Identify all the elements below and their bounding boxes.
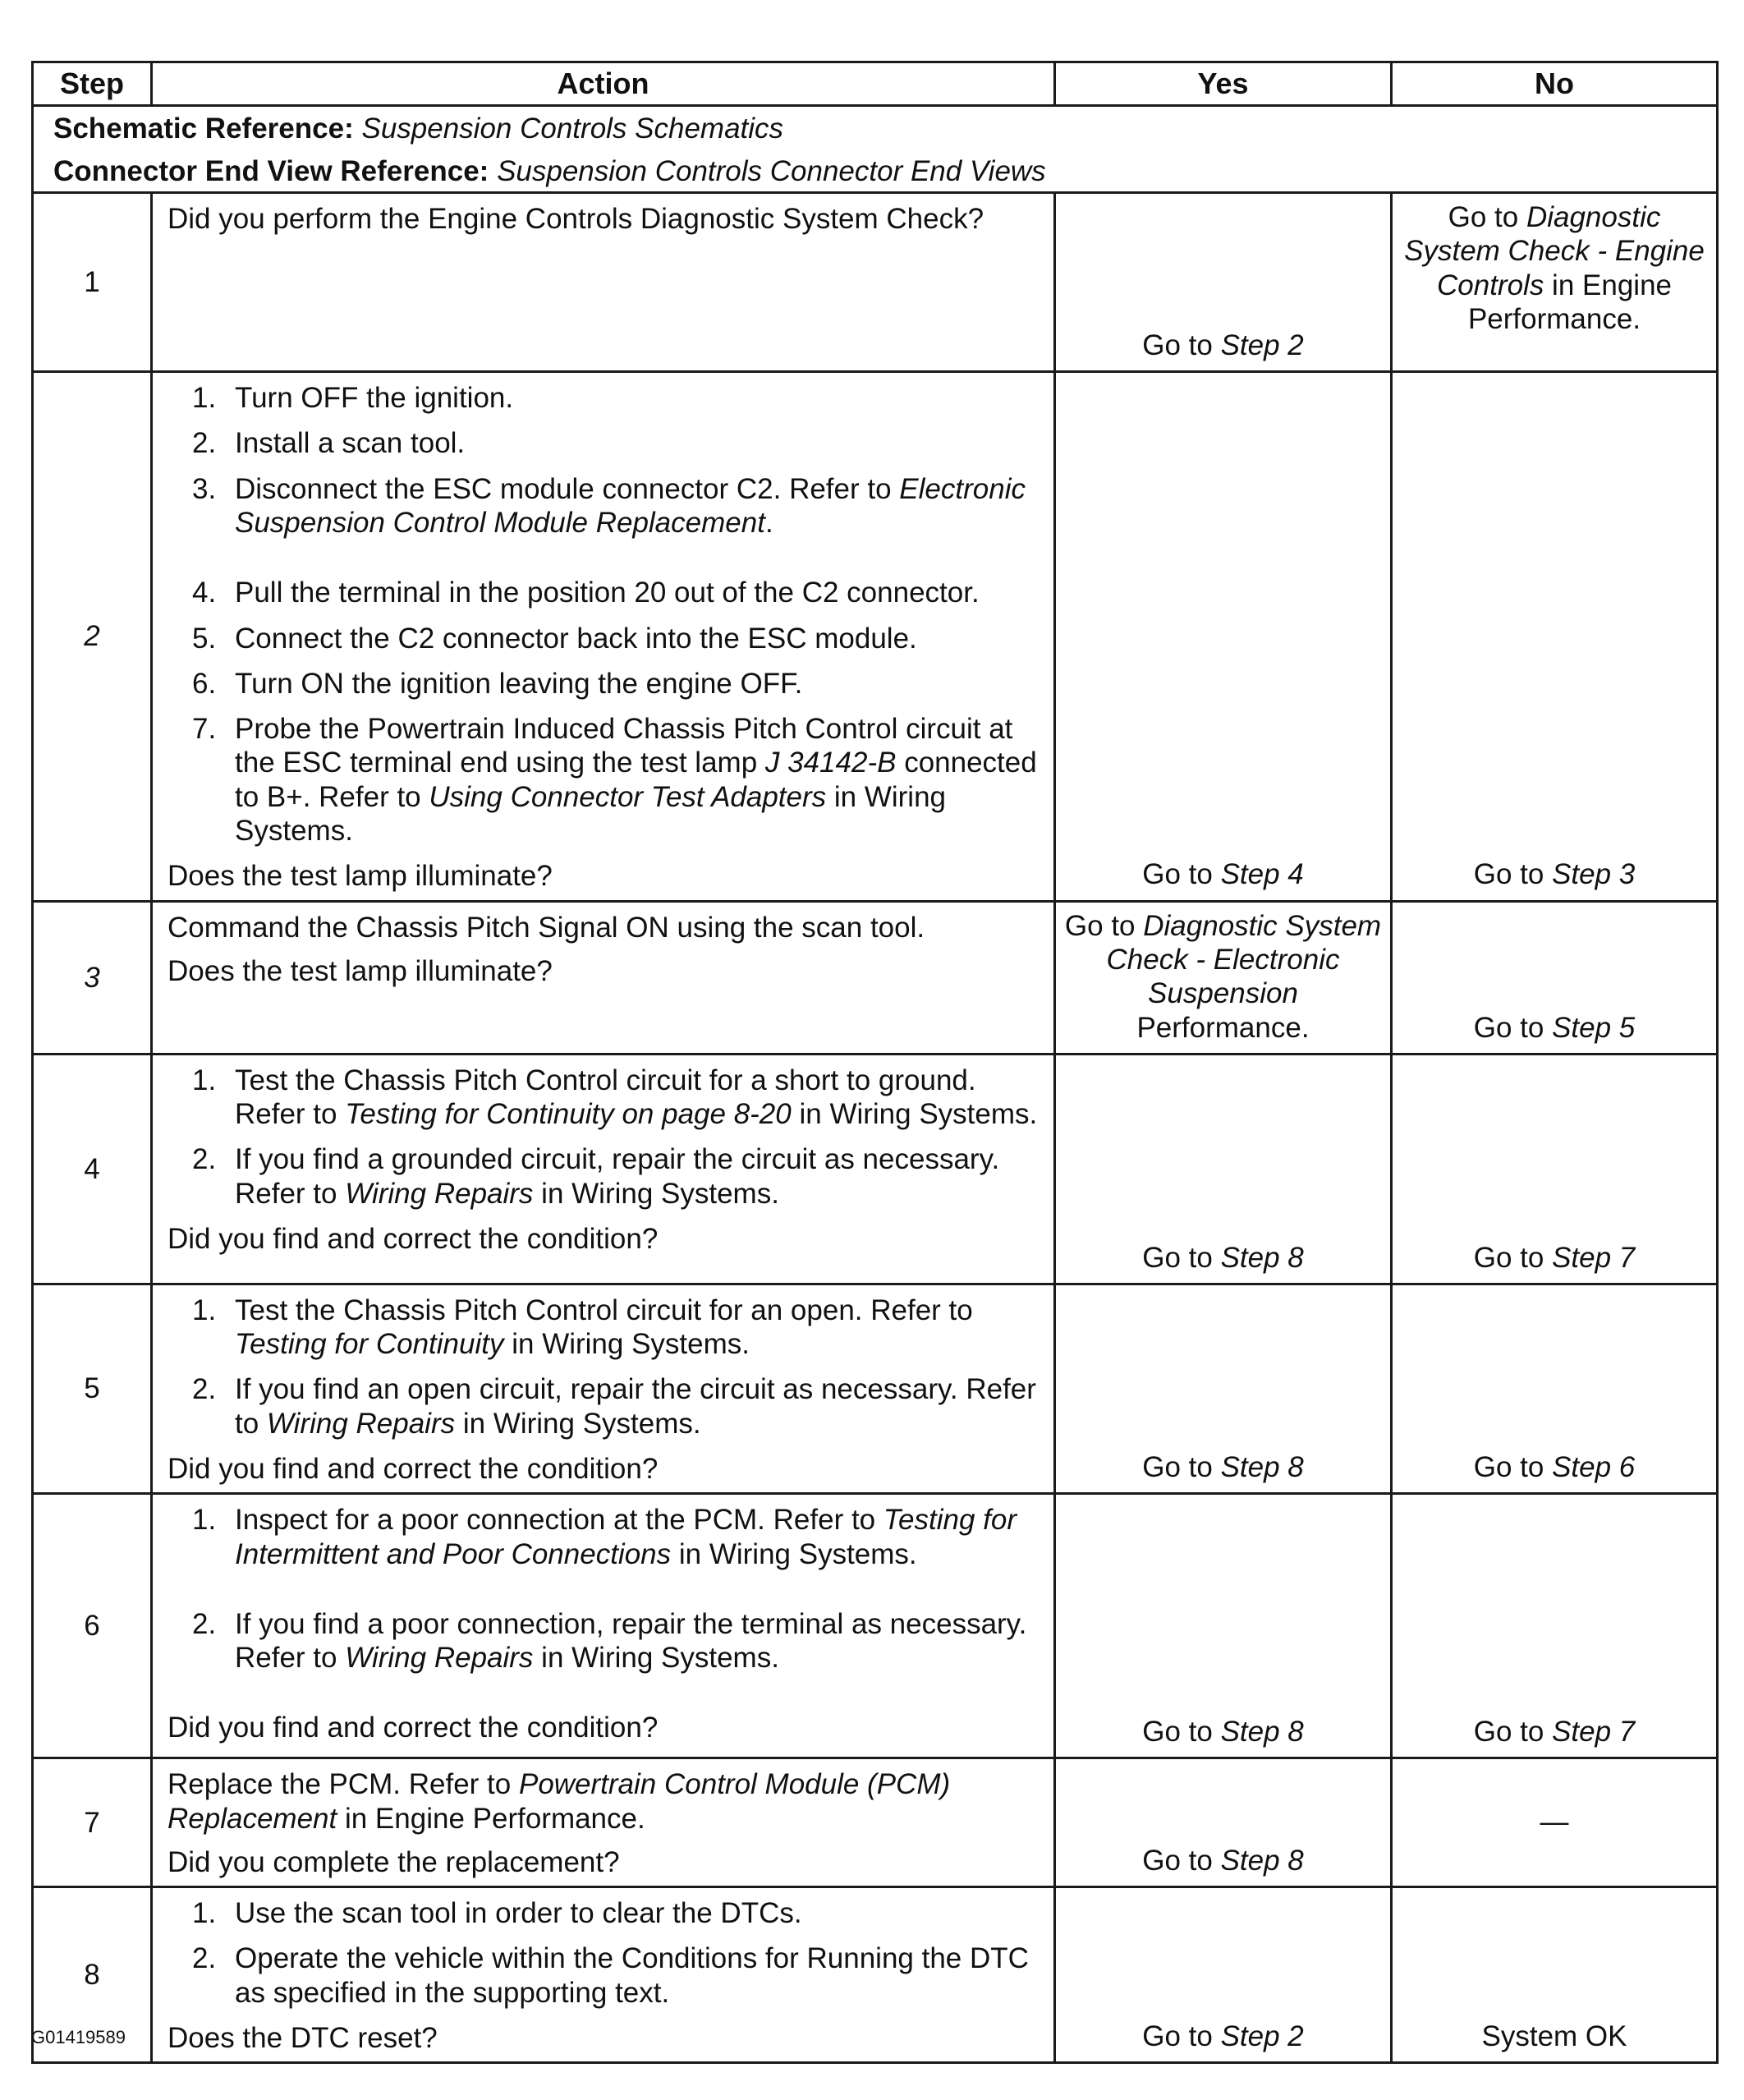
item-text-pre: If you find an open circuit, repair the circuit as necessary. Refer to	[235, 1373, 1036, 1440]
table-row	[33, 1494, 1718, 1758]
item-text	[235, 1064, 1042, 1132]
step-number: 8	[33, 1887, 152, 2063]
list-item	[168, 1607, 1042, 1675]
yes-cell	[1055, 1758, 1392, 1887]
yes-cell	[1055, 1284, 1392, 1493]
item-text-pre: Test the Chassis Pitch Control circuit for an open. Refer to	[235, 1294, 973, 1326]
table-row	[33, 1758, 1718, 1887]
reference-link[interactable]: Wiring Repairs	[345, 1642, 534, 1675]
item-text-pre: Disconnect the ESC module connector C2. Refer to	[235, 472, 900, 505]
yes-link[interactable]: Diagnostic System Check - Electronic Suspension	[1106, 909, 1382, 1010]
item-text: Turn ON the ignition leaving the engine OFF.	[235, 667, 803, 700]
connector-reference	[33, 149, 1718, 193]
list-item	[168, 1064, 1042, 1132]
step-number: 2	[33, 372, 152, 902]
no-link[interactable]: Step 7	[1552, 1241, 1636, 1274]
yes-link[interactable]: Step 8	[1220, 1241, 1304, 1274]
item-number: 2.	[192, 427, 217, 460]
item-text-mid: connected to B+. Refer to	[235, 747, 1037, 813]
no-cell	[1392, 1494, 1718, 1758]
item-text-post: in Wiring Systems.	[533, 1177, 779, 1210]
item-text: Connect the C2 connector back into the ESC module.	[235, 622, 917, 655]
question: Did you find and correct the condition?	[168, 1223, 659, 1255]
action-cell	[152, 1494, 1055, 1758]
item-number: 5.	[192, 622, 217, 655]
yes-link[interactable]: Step 8	[1220, 1451, 1304, 1483]
list-item	[168, 1941, 1042, 2010]
list-item	[168, 576, 1042, 609]
step-number: 5	[33, 1284, 152, 1493]
yes-link[interactable]: Step 4	[1220, 858, 1304, 891]
action-text-post: in Engine Performance.	[337, 1802, 645, 1835]
step-number: 6	[33, 1494, 152, 1758]
diagnostic-table	[31, 61, 1719, 2064]
yes-prefix: Go to	[1142, 329, 1221, 361]
item-text	[235, 472, 1042, 540]
item-text	[235, 1607, 1042, 1675]
question: Did you find and correct the condition?	[168, 1712, 659, 1744]
no-prefix: Go to	[1473, 858, 1553, 891]
reference-link[interactable]: Testing for Continuity on page 8-20	[345, 1098, 792, 1131]
action-cell	[152, 1284, 1055, 1493]
yes-prefix: Go to	[1142, 1844, 1221, 1877]
table-row	[33, 372, 1718, 902]
item-number: 1.	[192, 1294, 217, 1326]
item-number: 2.	[192, 1143, 217, 1176]
action-list	[168, 1503, 1042, 1675]
table-row	[33, 901, 1718, 1054]
reference-link[interactable]: Testing for Continuity	[235, 1328, 504, 1361]
no-link[interactable]: Step 3	[1552, 858, 1636, 891]
item-text-post: in Wiring Systems.	[455, 1407, 701, 1440]
list-item	[168, 381, 1042, 415]
list-item	[168, 667, 1042, 701]
item-text: Pull the terminal in the position 20 out of the C2 connector.	[235, 577, 980, 609]
table-row	[33, 1887, 1718, 2063]
action-cell	[152, 372, 1055, 902]
item-text: Operate the vehicle within the Conditions for Running the DTC as specified in the supporting text.	[235, 1942, 1029, 2009]
schematic-reference-link[interactable]: Suspension Controls Schematics	[361, 113, 784, 145]
question: Does the test lamp illuminate?	[168, 954, 553, 987]
yes-prefix: Go to	[1142, 1716, 1221, 1748]
item-number: 6.	[192, 667, 217, 700]
question: Did you find and correct the condition?	[168, 1453, 659, 1485]
action-cell	[152, 193, 1055, 372]
question: Did you perform the Engine Controls Diagnostic System Check?	[168, 203, 984, 236]
item-text-pre: Probe the Powertrain Induced Chassis Pitch Control circuit at the ESC terminal end using the test lamp	[235, 713, 1013, 779]
yes-prefix: Go to	[1142, 1451, 1221, 1483]
reference-link[interactable]: Electronic Suspension Control Module Replacement	[235, 472, 1026, 539]
list-item	[168, 712, 1042, 848]
no-cell	[1392, 193, 1718, 372]
item-number: 7.	[192, 713, 217, 746]
yes-link[interactable]: Step 2	[1220, 329, 1304, 361]
action-cell	[152, 1887, 1055, 2063]
item-number: 1.	[192, 1504, 217, 1537]
reference-link[interactable]: Using Connector Test Adapters	[429, 780, 827, 813]
header-step: Step	[33, 62, 152, 106]
reference-link[interactable]: Wiring Repairs	[345, 1177, 534, 1210]
figure-id: G01419589	[31, 2027, 126, 2047]
item-text-pre: If you find a poor connection, repair the terminal as necessary. Refer to	[235, 1607, 1027, 1675]
step-number: 7	[33, 1758, 152, 1887]
item-text: Turn OFF the ignition.	[235, 382, 514, 415]
action-list	[168, 1064, 1042, 1211]
schematic-reference-row	[33, 106, 1718, 149]
yes-cell	[1055, 1494, 1392, 1758]
list-item	[168, 1372, 1042, 1441]
action-cell	[152, 1054, 1055, 1284]
item-text	[235, 712, 1042, 848]
question: Does the test lamp illuminate?	[168, 860, 553, 893]
item-number: 2.	[192, 1942, 217, 1975]
connector-reference-label: Connector End View Reference:	[53, 154, 489, 187]
item-text: Install a scan tool.	[235, 427, 466, 460]
action-cell	[152, 1758, 1055, 1887]
yes-cell	[1055, 1054, 1392, 1284]
no-link[interactable]: Step 6	[1552, 1451, 1636, 1483]
action-text: Command the Chassis Pitch Signal ON using the scan tool.	[168, 911, 925, 944]
item-text-post: .	[764, 506, 773, 539]
table-row	[33, 1284, 1718, 1493]
action-list	[168, 1896, 1042, 2010]
reference-link[interactable]: Wiring Repairs	[266, 1407, 456, 1440]
item-text-post: in Wiring Systems.	[503, 1328, 750, 1361]
table-row	[33, 193, 1718, 372]
no-cell	[1392, 1054, 1718, 1284]
step-number: 4	[33, 1054, 152, 1284]
item-text: Use the scan tool in order to clear the DTCs.	[235, 1897, 802, 1930]
no-prefix: Go to	[1448, 201, 1526, 234]
item-number: 4.	[192, 577, 217, 609]
item-text	[235, 1142, 1042, 1211]
item-text	[235, 1294, 1042, 1362]
item-text-pre: Inspect for a poor connection at the PCM. Refer to	[235, 1504, 883, 1537]
list-item	[168, 1142, 1042, 1211]
reference-link[interactable]: Powertrain Control Module (PCM) Replacement	[168, 1768, 951, 1835]
schematic-reference	[33, 106, 1718, 149]
no-cell	[1392, 1284, 1718, 1493]
item-text	[235, 1372, 1042, 1441]
table-row	[33, 1054, 1718, 1284]
header-no: No	[1392, 62, 1718, 106]
header-row	[33, 62, 1718, 106]
no-link[interactable]: Step 7	[1552, 1716, 1636, 1748]
connector-reference-link[interactable]: Suspension Controls Connector End Views	[497, 154, 1046, 187]
header-yes: Yes	[1055, 62, 1392, 106]
yes-cell	[1055, 901, 1392, 1054]
item-text	[235, 1503, 1042, 1571]
no-cell	[1392, 901, 1718, 1054]
list-item	[168, 1294, 1042, 1362]
action-list	[168, 381, 1042, 848]
yes-prefix: Go to	[1142, 2020, 1221, 2053]
question: Did you complete the replacement?	[168, 1845, 620, 1878]
item-number: 1.	[192, 1897, 217, 1930]
action-list	[168, 1294, 1042, 1441]
item-number: 1.	[192, 1064, 217, 1096]
no-prefix: Go to	[1473, 1716, 1553, 1748]
list-item	[168, 426, 1042, 460]
yes-prefix: Go to	[1142, 858, 1221, 891]
no-cell: System OK	[1392, 1887, 1718, 2063]
yes-link[interactable]: Step 8	[1220, 1844, 1304, 1877]
action-text-pre: Replace the PCM. Refer to	[168, 1768, 519, 1801]
list-item	[168, 472, 1042, 540]
yes-prefix: Go to	[1142, 1241, 1221, 1274]
no-prefix: Go to	[1473, 1241, 1553, 1274]
step-number: 1	[33, 193, 152, 372]
no-suffix: in Engine Performance.	[1467, 269, 1672, 335]
item-text-post: in Wiring Systems.	[533, 1642, 779, 1675]
yes-link[interactable]: Step 2	[1220, 2020, 1304, 2053]
list-item	[168, 1896, 1042, 1930]
action-cell	[152, 901, 1055, 1054]
schematic-reference-label: Schematic Reference:	[53, 113, 354, 145]
header-action: Action	[152, 62, 1055, 106]
no-prefix: Go to	[1473, 1451, 1553, 1483]
item-text-pre: If you find a grounded circuit, repair the circuit as necessary. Refer to	[235, 1143, 1000, 1210]
connector-reference-row	[33, 149, 1718, 193]
no-cell: —	[1392, 1758, 1718, 1887]
question: Does the DTC reset?	[168, 2022, 438, 2055]
reference-link[interactable]: Testing for Intermittent and Poor Connections	[235, 1504, 1017, 1570]
item-number: 2.	[192, 1607, 217, 1640]
item-number: 2.	[192, 1373, 217, 1406]
step-number: 3	[33, 901, 152, 1054]
item-text-pre: Test the Chassis Pitch Control circuit for a short to ground. Refer to	[235, 1064, 976, 1131]
no-link[interactable]: Diagnostic System Check - Engine Controls	[1404, 201, 1705, 301]
yes-cell	[1055, 372, 1392, 902]
yes-prefix: Go to	[1064, 909, 1144, 942]
no-cell	[1392, 372, 1718, 902]
yes-cell	[1055, 193, 1392, 372]
yes-suffix: Performance.	[1136, 1011, 1310, 1044]
action-text	[168, 1767, 1042, 1836]
yes-cell	[1055, 1887, 1392, 2063]
no-prefix: Go to	[1473, 1011, 1553, 1044]
item-text-post: in Wiring Systems.	[671, 1537, 917, 1570]
diagnostic-table-container	[31, 61, 1716, 2064]
item-number: 3.	[192, 472, 217, 505]
item-text-post: in Wiring Systems.	[791, 1098, 1038, 1131]
list-item	[168, 1503, 1042, 1571]
list-item	[168, 622, 1042, 655]
no-link[interactable]: Step 5	[1552, 1011, 1636, 1044]
yes-link[interactable]: Step 8	[1220, 1716, 1304, 1748]
item-text-post: in Wiring Systems.	[235, 780, 947, 848]
item-number: 1.	[192, 382, 217, 415]
tool-reference: J 34142-B	[764, 747, 897, 779]
